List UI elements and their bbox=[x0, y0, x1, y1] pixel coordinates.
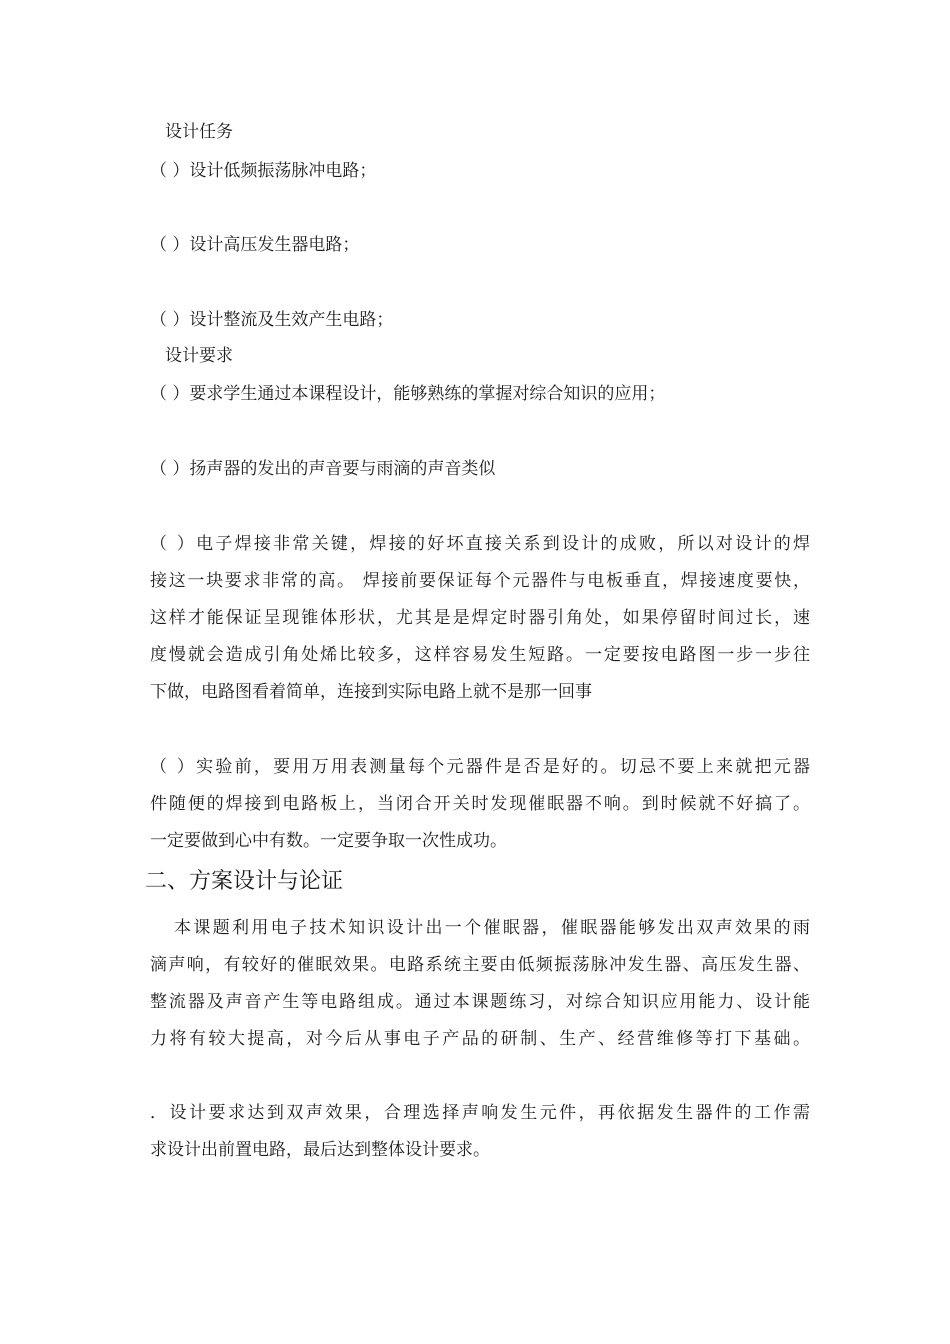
requirement-item-3-line: 接这一块要求非常的高。 焊接前要保证每个元器件与电板垂直，焊接速度要快， bbox=[150, 571, 810, 591]
section2-paragraph-line: 整流器及声音产生等电路组成。通过本课题练习，对综合知识应用能力、设计能 bbox=[150, 992, 810, 1012]
section2-paragraph-line: 本课题利用电子技术知识设计出一个催眠器，催眠器能够发出双声效果的雨 bbox=[174, 918, 810, 938]
design-tasks-heading: 设计任务 bbox=[165, 122, 233, 142]
requirement-item-4-line: 一定要做到心中有数。一定要争取一次性成功。 bbox=[150, 831, 507, 851]
requirement-item-2: （ ）扬声器的发出的声音要与雨滴的声音类似 bbox=[150, 459, 496, 479]
requirement-item-1: （ ）要求学生通过本课程设计，能够熟练的掌握对综合知识的应用； bbox=[150, 384, 666, 404]
section2-paragraph-2-line: 求设计出前置电路，最后达到整体设计要求。 bbox=[150, 1140, 490, 1160]
requirement-item-3-line: 度慢就会造成引角处烯比较多，这样容易发生短路。一定要按电路图一步一步往 bbox=[150, 645, 810, 665]
requirement-item-3-line: 下做，电路图看着简单，连接到实际电路上就不是那一回事 bbox=[150, 682, 592, 702]
design-task-item-2: （ ）设计高压发生器电路； bbox=[150, 235, 360, 255]
section2-paragraph-line: 滴声响，有较好的催眠效果。电路系统主要由低频振荡脉冲发生器、高压发生器、 bbox=[150, 955, 810, 975]
section2-paragraph-line: 力将有较大提高，对今后从事电子产品的研制、生产、经营维修等打下基础。 bbox=[150, 1029, 810, 1049]
requirement-item-3-line: （ ）电子焊接非常关键，焊接的好坏直接关系到设计的成败，所以对设计的焊 bbox=[150, 534, 810, 554]
design-task-item-1: （ ）设计低频振荡脉冲电路； bbox=[150, 161, 377, 181]
requirement-item-3-line: 这样才能保证呈现锥体形状，尤其是是焊定时器引角处，如果停留时间过长，速 bbox=[150, 608, 810, 628]
section2-paragraph-2-line: ．设计要求达到双声效果，合理选择声响发生元件，再依据发生器件的工作需 bbox=[150, 1103, 810, 1123]
requirement-item-4-line: 件随便的焊接到电路板上，当闭合开关时发现催眠器不响。到时候就不好搞了。 bbox=[150, 794, 810, 814]
requirement-item-4-line: （ ）实验前，要用万用表测量每个元器件是否是好的。切忌不要上来就把元器 bbox=[150, 757, 810, 777]
design-requirements-heading: 设计要求 bbox=[165, 346, 233, 366]
section-heading: 二、方案设计与论证 bbox=[145, 869, 344, 894]
design-task-item-3: （ ）设计整流及生效产生电路； bbox=[150, 310, 394, 330]
